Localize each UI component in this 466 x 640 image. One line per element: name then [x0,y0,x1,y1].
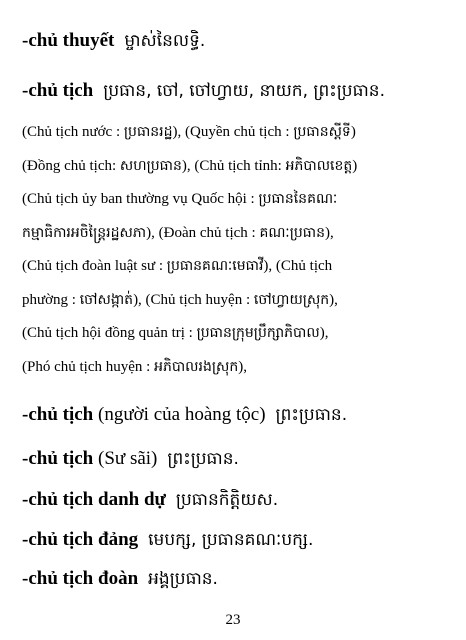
entry-meaning: ព្រះប្រធាន. [275,405,348,425]
page-number: 23 [225,612,241,628]
vietnamese-text: ), [319,325,329,341]
vietnamese-text: (Chủ tịch nước : [22,124,124,140]
entry-meaning: មេបក្ស, ប្រធានគណៈបក្ស. [148,530,314,550]
vietnamese-text: ), [238,358,247,375]
khmer-text: ប្រធានរដ្ឋ [123,124,173,140]
entry-chu-tich-hoang-toc [22,404,456,429]
entry-qualifier: (Sư sãi) [98,448,158,469]
vietnamese-text: ), (Quyền chủ tịch : [172,124,294,140]
entry-term: -chủ tịch [22,80,94,101]
vietnamese-text: (Chủ tịch ủy ban thường vụ Quốc hội : [22,191,259,207]
vietnamese-text: (Chủ tịch đoàn luật sư : [22,258,167,274]
example-line [22,357,456,378]
vietnamese-text: ), (Chủ tịch [263,258,333,274]
vietnamese-text: phường : [22,291,80,308]
example-line [22,323,456,344]
entry-meaning: ព្រះប្រធាន. [167,449,239,469]
khmer-text: ប្រធានគណៈមេធាវី [166,258,264,274]
entry-meaning: ប្រធាន, ចៅ, ចៅហ្វាយ, នាយក, ព្រះប្រធាន. [103,81,385,101]
entry-qualifier: (người của hoàng tộc) [98,404,266,425]
entry-chu-tich [22,80,456,105]
vietnamese-text: ) [352,157,358,174]
example-line [22,223,456,244]
vietnamese-text: ), (Chủ tịch huyện : [133,291,254,308]
entry-chu-tich-dang [22,529,456,554]
entry-meaning: អង្គប្រធាន. [148,569,218,589]
khmer-text: អភិបាលរងស្រុក [154,358,239,375]
entry-term: -chủ tịch đảng [22,529,139,550]
khmer-text: សហប្រធាន [119,157,182,174]
vietnamese-text: ), [324,224,334,241]
vietnamese-text: ), (Đoàn chủ tịch : [146,224,260,241]
khmer-text: កម្មាធិការអចិន្ត្រៃរដ្ឋសភា [22,224,147,241]
entry-term: -chủ tịch đoàn [22,568,139,589]
khmer-text: ប្រធានស្តីទី [293,124,351,140]
example-line [22,122,456,143]
entry-chu-tich-danh-du [22,489,456,514]
vietnamese-text: ), (Chủ tịch tỉnh: [181,157,286,174]
entry-meaning: ម្ចាស់នៃលទ្ធិ. [124,31,206,51]
vietnamese-text: (Đồng chủ tịch: [22,157,120,174]
khmer-text: ប្រធានក្រុមប្រឹក្សាភិបាល [196,325,320,341]
entry-term: -chủ tịch [22,448,94,469]
khmer-text: អភិបាលខេត្ត [285,157,353,174]
example-line [22,290,456,311]
example-line [22,256,456,277]
example-line [22,156,456,177]
khmer-text: គណៈប្រធាន [259,224,325,241]
entry-term: -chủ thuyết [22,30,115,51]
entry-chu-tich-su-sai [22,448,456,473]
entry-meaning: ប្រធានកិត្តិយស. [175,490,279,510]
khmer-text: ចៅសង្កាត់ [79,291,134,308]
vietnamese-text: ), [329,291,338,308]
entry-term: -chủ tịch danh dự [22,489,166,510]
entry-chu-tich-doan [22,568,456,593]
entry-term: -chủ tịch [22,404,94,425]
vietnamese-text: ) [350,124,356,140]
khmer-text: ចៅហ្វាយស្រុក [253,291,330,308]
entry-chu-thuyet [22,30,456,55]
khmer-text: ប្រធាននៃគណៈ [258,191,338,207]
vietnamese-text: (Phó chủ tịch huyện : [22,358,155,375]
vietnamese-text: (Chủ tịch hội đồng quản trị : [22,325,197,341]
example-line [22,189,456,210]
